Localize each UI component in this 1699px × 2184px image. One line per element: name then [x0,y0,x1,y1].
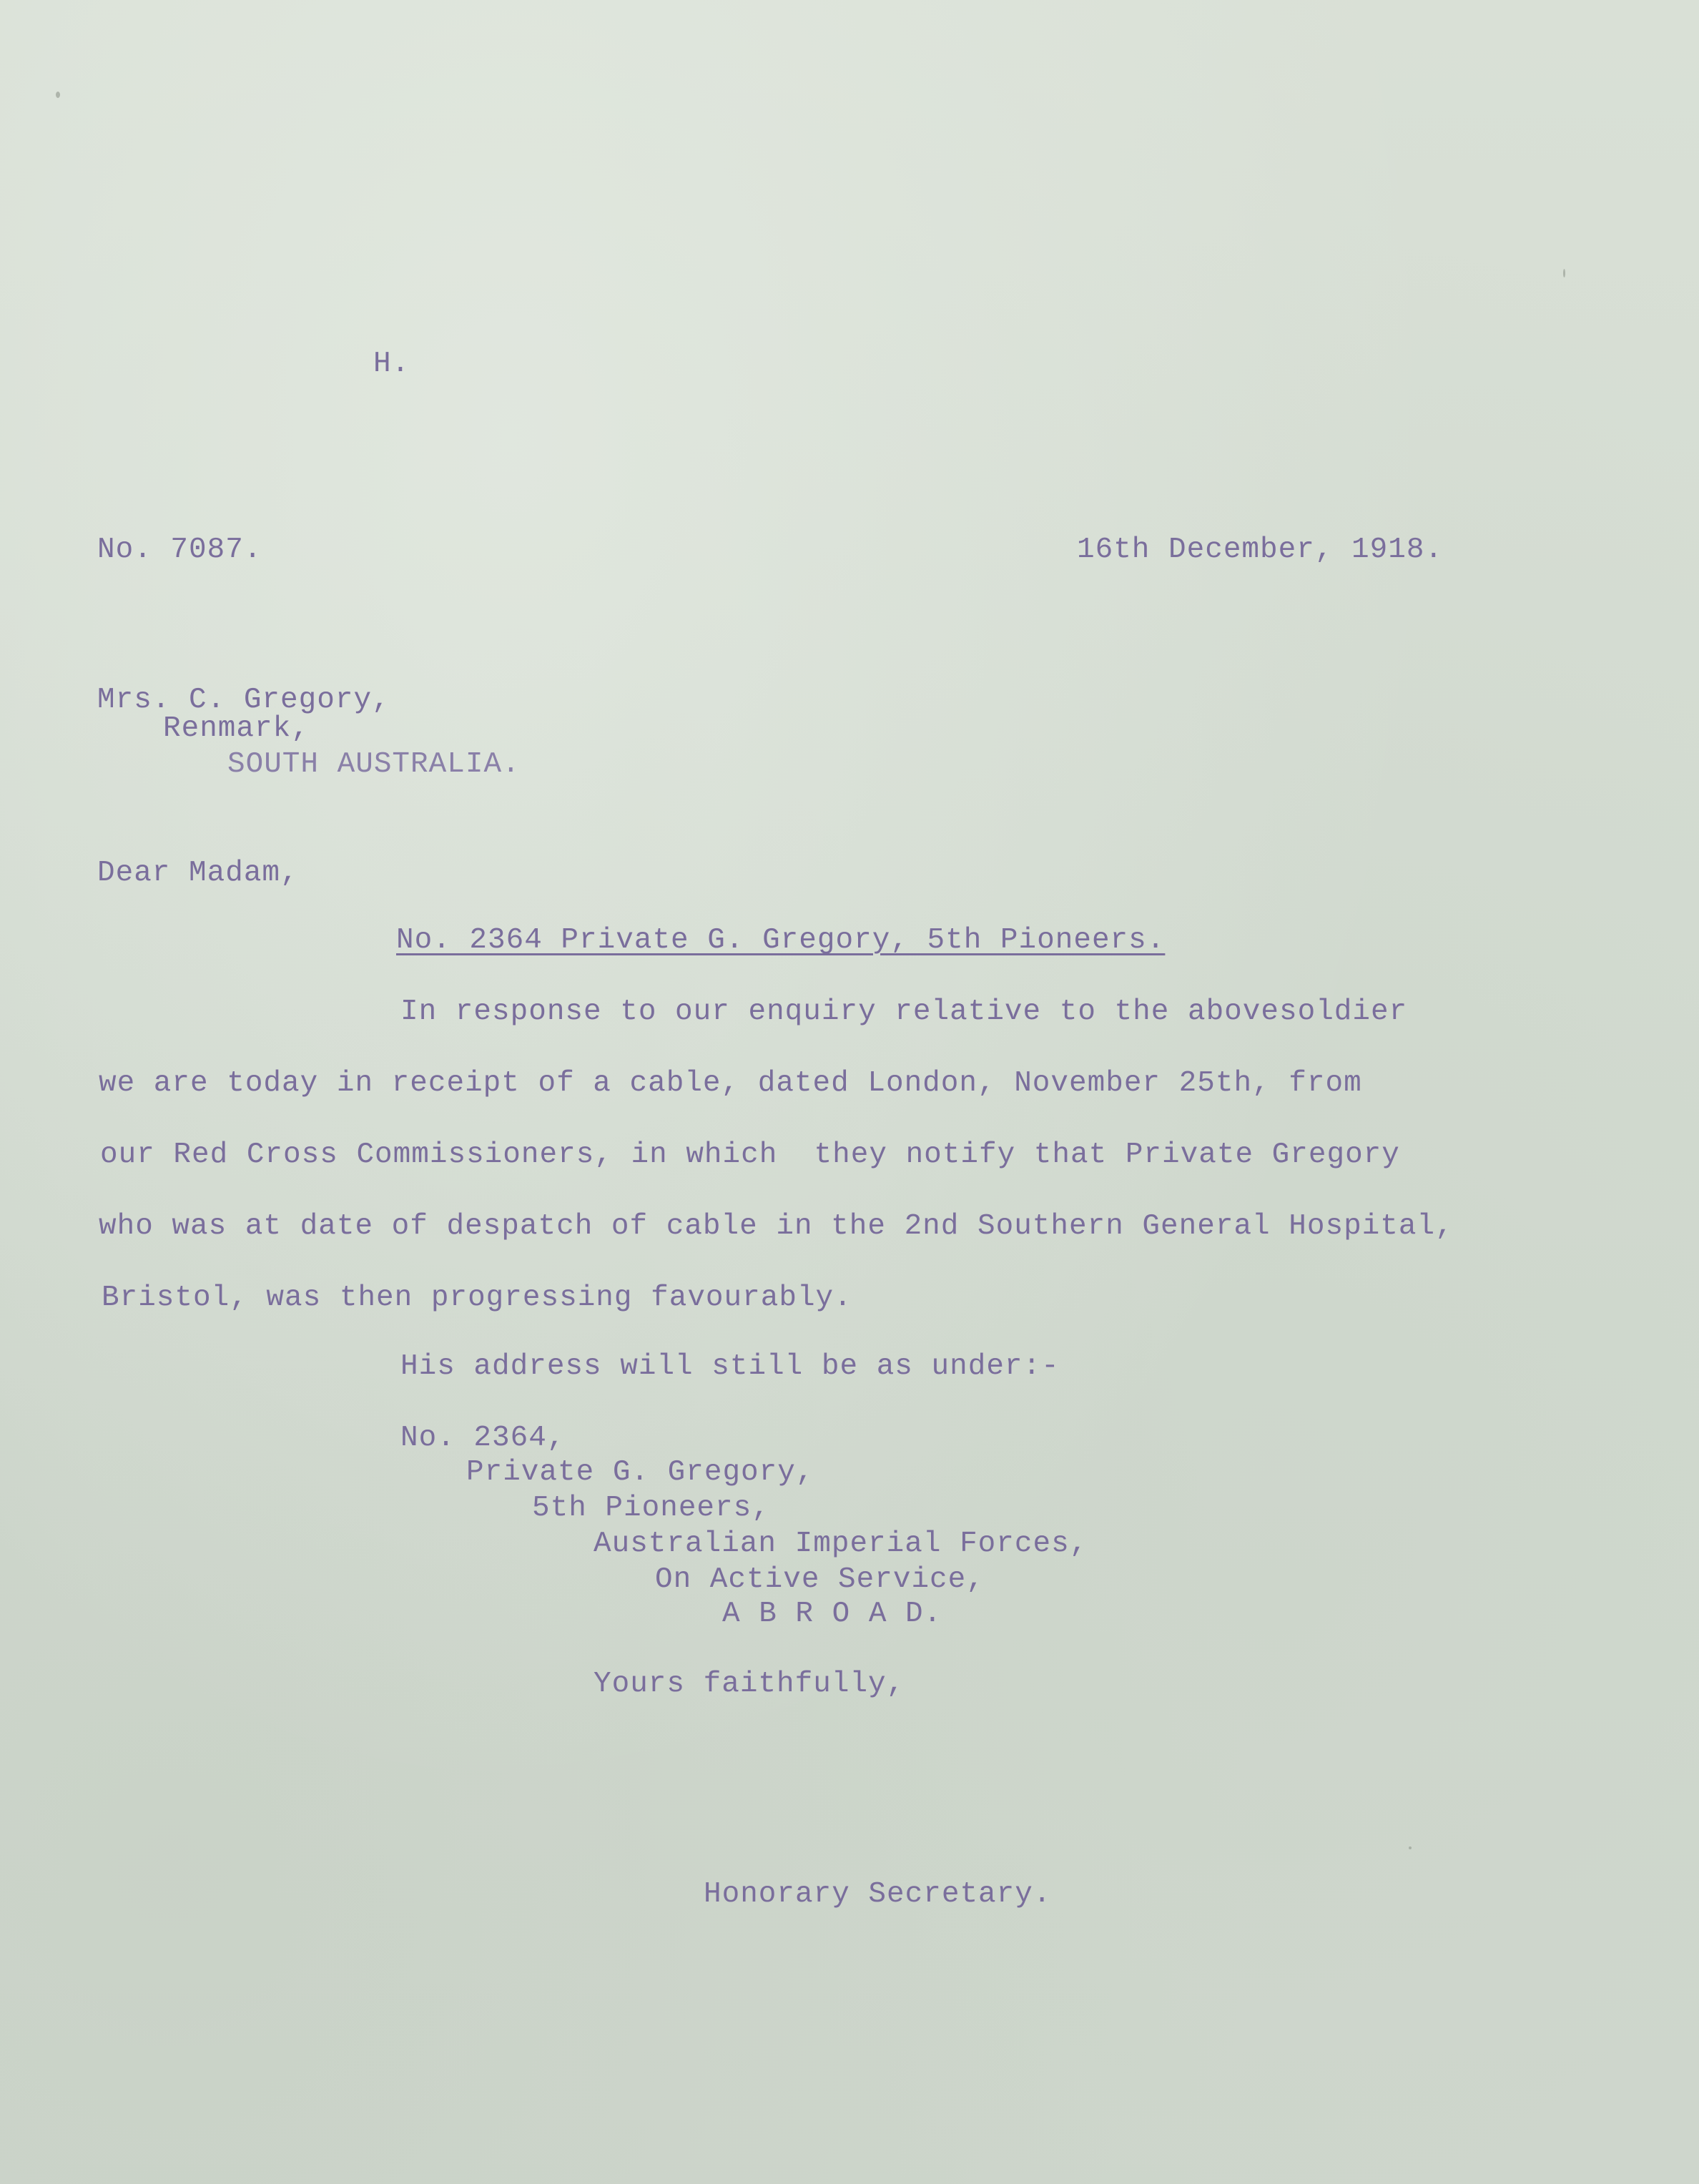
signatory-title: Honorary Secretary. [704,1878,1052,1911]
address-line: No. 2364, [400,1422,566,1455]
address-line: Private G. Gregory, [466,1456,814,1489]
body-line: we are today in receipt of a cable, dated London, November 25th, from [99,1067,1362,1100]
address-line: On Active Service, [655,1563,985,1596]
file-mark: H. [373,348,410,380]
body-line: who was at date of despatch of cable in the 2nd Southern General Hospital, [99,1210,1454,1243]
letter-date: 16th December, 1918. [1077,533,1444,566]
recipient-state: SOUTH AUSTRALIA. [227,748,521,781]
recipient-name: Mrs. C. Gregory, [97,684,390,717]
address-intro: His address will still be as under:- [400,1350,1060,1383]
address-line: A B R O A D. [722,1598,942,1630]
paper-speck [1409,1846,1412,1849]
closing: Yours faithfully, [594,1668,905,1701]
address-line: 5th Pioneers, [532,1492,770,1525]
body-line: Bristol, was then progressing favourably. [102,1282,852,1314]
recipient-town: Renmark, [163,712,310,745]
address-line: Australian Imperial Forces, [594,1528,1088,1560]
reference-number: No. 7087. [97,533,262,566]
paper-speck [56,92,60,98]
body-line: In response to our enquiry relative to the abovesoldier [400,995,1408,1028]
salutation: Dear Madam, [97,857,299,890]
body-line: our Red Cross Commissioners, in which they notify that Private Gregory [100,1138,1400,1171]
subject-line: No. 2364 Private G. Gregory, 5th Pioneers. [396,924,1166,957]
paper-speck [1563,269,1565,277]
